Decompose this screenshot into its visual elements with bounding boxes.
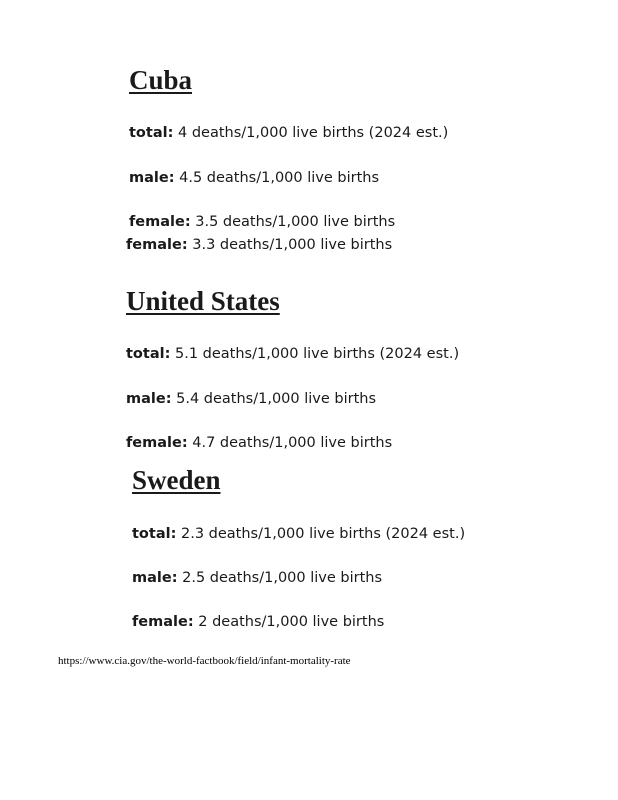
us-female-line: [126, 436, 392, 451]
sweden-male-value: 2.5 deaths/1,000 live births: [182, 570, 383, 586]
cuba-female-label-alt: female:: [126, 237, 188, 253]
us-total-line: [126, 347, 459, 362]
us-female-value: 4.7 deaths/1,000 live births: [192, 435, 393, 451]
cuba-female-line-alt: [126, 238, 392, 253]
cuba-male-line: [129, 171, 379, 186]
cuba-total-line: [129, 126, 448, 141]
cuba-total-label: total:: [129, 125, 174, 141]
sweden-female-line: [132, 615, 384, 630]
cuba-female-label: female:: [129, 214, 191, 230]
us-total-label: total:: [126, 346, 171, 362]
cuba-female-line: [129, 215, 395, 230]
united-states-heading: United States: [126, 286, 280, 316]
sweden-female-label: female:: [132, 614, 194, 630]
source-link[interactable]: https://www.cia.gov/the-world-factbook/field/infant-mortality-rate: [58, 655, 351, 667]
us-female-label: female:: [126, 435, 188, 451]
cuba-heading: Cuba: [129, 65, 193, 95]
sweden-male-line: [132, 571, 382, 586]
us-male-value: 5.4 deaths/1,000 live births: [176, 391, 377, 407]
sweden-total-line: [132, 527, 465, 542]
cuba-female-value-alt: 3.3 deaths/1,000 live births: [192, 237, 393, 253]
sweden-total-value: 2.3 deaths/1,000 live births (2024 est.): [181, 526, 466, 542]
sweden-female-value: 2 deaths/1,000 live births: [198, 614, 385, 630]
us-male-line: [126, 392, 376, 407]
cuba-male-label: male:: [129, 170, 175, 186]
us-male-label: male:: [126, 391, 172, 407]
sweden-heading: Sweden: [132, 465, 221, 495]
cuba-female-value: 3.5 deaths/1,000 live births: [195, 214, 396, 230]
sweden-male-label: male:: [132, 570, 178, 586]
sweden-total-label: total:: [132, 526, 177, 542]
cuba-total-value: 4 deaths/1,000 live births (2024 est.): [178, 125, 449, 141]
us-total-value: 5.1 deaths/1,000 live births (2024 est.): [175, 346, 460, 362]
cuba-male-value: 4.5 deaths/1,000 live births: [179, 170, 380, 186]
